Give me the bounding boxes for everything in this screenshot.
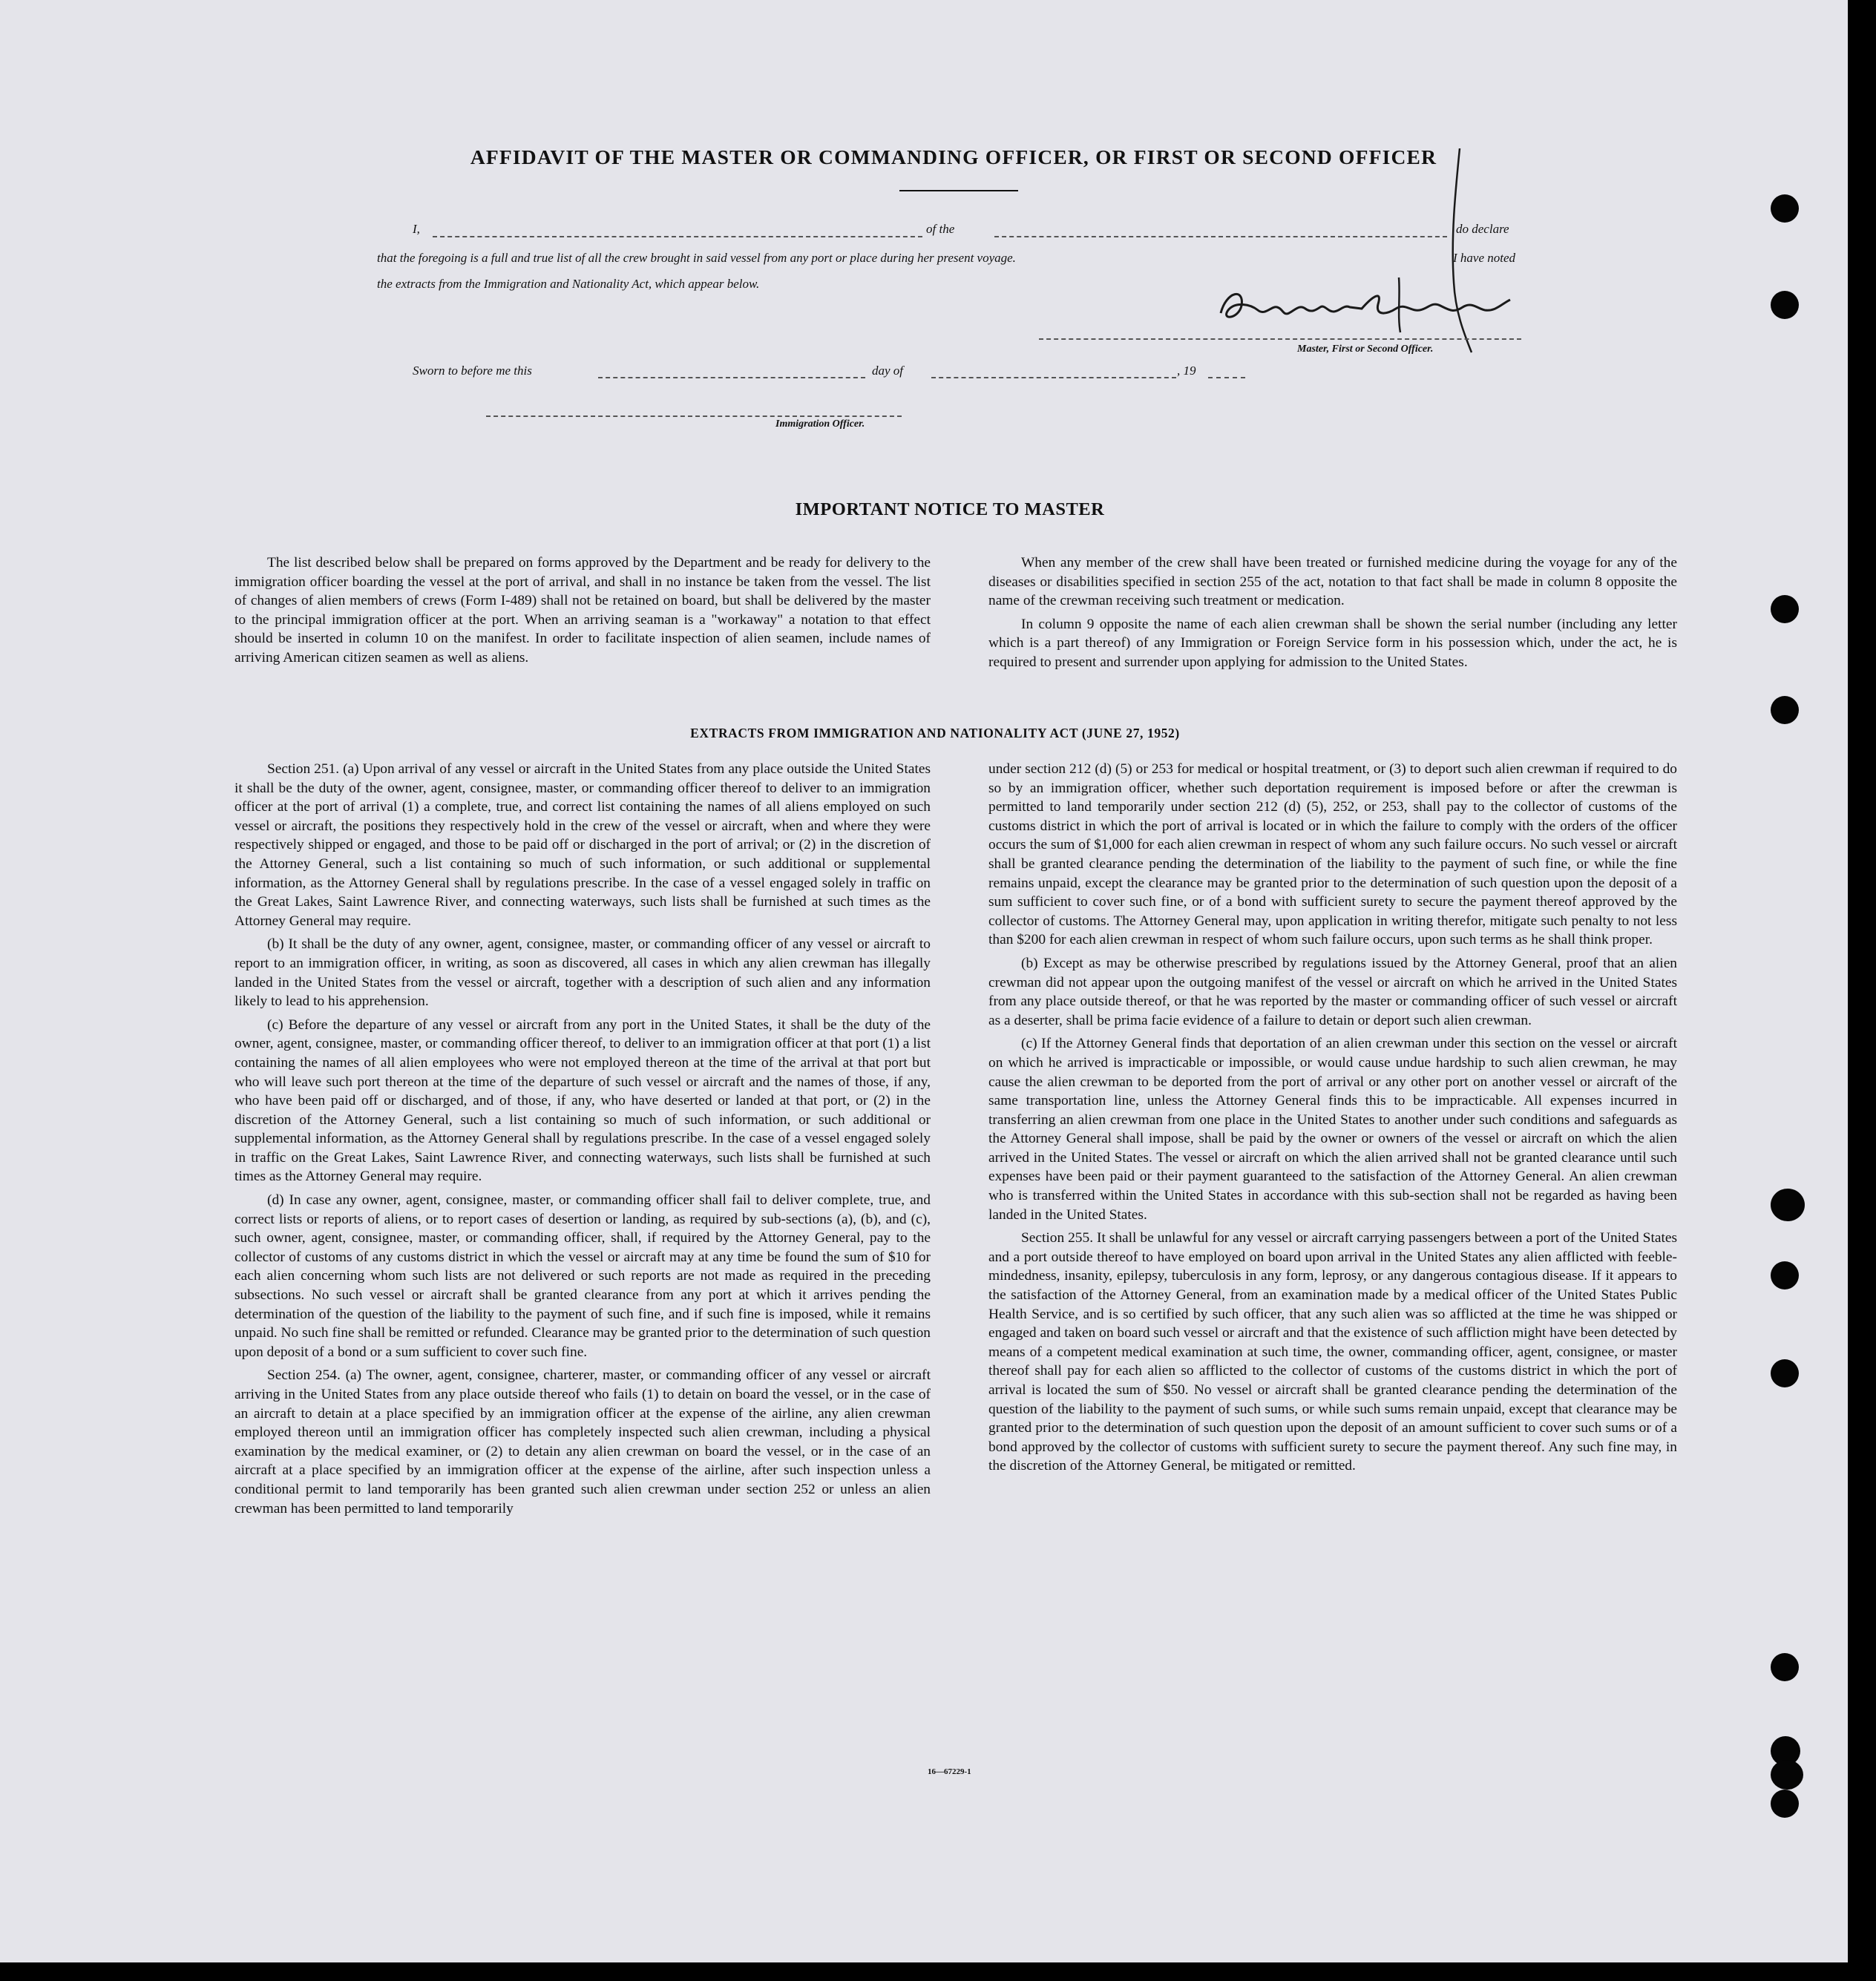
affidavit-declare-label: do declare bbox=[1456, 222, 1509, 236]
section-254c: (c) If the Attorney General finds that deportation of an alien crewman under this section on the vessel or aircraft on which he arrived is impracticable or impossible, or would cause undue hardship to such alien crewman, he may cause the alien crewman to be deported from the port of arrival or any other port on another vessel or aircraft of the same transportation line, unless the Attorney General finds this to be impracticable. All expenses incurred in transferring an alien crewman from one place in the United States to another under such conditions and safeguards as the Attorney General shall impose, shall be paid by the owner or owners of the vessel or aircraft on which the alien arrived in the United States. The vessel or aircraft on which the alien arrived shall not be granted clearance until such expenses have been paid or their payment guaranteed to the satisfaction of the Attorney General. An alien crewman who is transferred within the United States in accordance with this sub-section shall not be regarded as having been landed in the United States. bbox=[988, 1036, 1677, 1223]
section-254b: (b) Except as may be otherwise prescribed by regulations issued by the Attorney General, proof that an alien crewman did not appear upon the outgoing manifest of the vessel or aircraft on which he arrived in the United States from any place outside thereof, or that he was reported by the master or commanding officer of such vessel or aircraft as a deserter, shall be prima facie evidence of a failure to detain or deport such alien crewman. bbox=[988, 955, 1677, 1028]
binder-hole bbox=[1771, 194, 1799, 223]
section-251d: (d) In case any owner, agent, consignee, master, or commanding officer shall fail to deliver complete, true, and correct lists or reports of aliens, or to report cases of desertion or landing, as required by sub-sections (a), (b), and (c), such owner, agent, consignee, master, or commanding officer, shall, if required by the Attorney General, pay to the collector of customs of any customs district in which the vessel or aircraft may at any time be found the sum of $10 for each alien concerning whom such lists are not delivered or such reports are not made as required in the preceding subsections. No such vessel or aircraft shall be granted clearance from any port at which it arrives pending the determination of the question of the liability to the payment of such fine, and if such fine is imposed, while it remains unpaid. No such fine shall be remitted or refunded. Clearance may be granted prior to the determination of such question upon deposit of a bond or a sum sufficient to cover such fine. bbox=[234, 1192, 931, 1360]
officer-caption: Immigration Officer. bbox=[775, 418, 865, 430]
year-line bbox=[1208, 377, 1245, 378]
section-255: Section 255. It shall be unlawful for any vessel or aircraft carrying passengers between a port of the United States and a port outside thereof to have employed on board upon arrival in the United States any alien afflicted with feeble-mindedness, insanity, epilepsy, tuberculosis in any form, leprosy, or any dangerous contagious disease. If it appears to the satisfaction of the Attorney General, from an examination made by a medical officer of the United States Public Health Service, and is so certified by such officer, that any such alien was so afflicted at the time he was shipped or engaged and taken on board such vessel or aircraft and that the existence of such affliction might have been detected by means of a competent medical examination at such time, the owner, commanding officer, agent, consignee, or master thereof shall pay for each alien so afflicted to the collector of customs of the customs district in which the port of arrival is located the sum of $50. No vessel or aircraft shall be granted clearance pending the determination of the question of the liability to the payment of such sums, or while such sums remain unpaid, except that clearance may be granted prior to the determination of such question upon the deposit of an amount sufficient to cover such sums or of a bond approved by the collector of customs with sufficient surety to secure the payment thereof. Any such fine may, in the discretion of the Attorney General, be mitigated or remitted. bbox=[988, 1230, 1677, 1474]
binder-hole bbox=[1771, 595, 1799, 623]
sworn-label: Sworn to before me this bbox=[413, 364, 532, 378]
scan-border-bottom bbox=[0, 1962, 1876, 1981]
affidavit-text-line2: that the foregoing is a full and true list of all the crew brought in said vessel from any port or place during her present voyage. bbox=[377, 251, 1016, 265]
sworn-date-line bbox=[598, 377, 865, 378]
name-blank-line bbox=[433, 236, 922, 237]
vessel-blank-line bbox=[994, 236, 1447, 237]
month-line bbox=[931, 377, 1176, 378]
year-label: , 19 bbox=[1177, 364, 1196, 378]
binder-hole bbox=[1771, 1359, 1799, 1387]
notice-right-paragraph-1: When any member of the crew shall have been treated or furnished medicine during the voyage for any of the diseases or disabilities specified in section 255 of the act, notation to that fact shall be made in column 8 opposite the name of the crewman receiving such treatment or medication. bbox=[988, 555, 1677, 609]
affidavit-noted-label: I have noted bbox=[1453, 251, 1516, 265]
binder-hole bbox=[1771, 1261, 1799, 1290]
section-251b: (b) It shall be the duty of any owner, agent, consignee, master, or commanding officer of any vessel or aircraft to report to an immigration officer, in writing, as soon as discovered, all cases in which any alien crewman has illegally landed in the United States from the vessel or aircraft, together with a description of such alien and any information likely to lead to his apprehension. bbox=[234, 936, 931, 1010]
section-254a: Section 254. (a) The owner, agent, consignee, charterer, master, or commanding officer of any vessel or aircraft arriving in the United States from any place outside thereof who fails (1) to detain on board the vessel, or in the case of an aircraft to detain at a place specified by an immigration officer at the expense of the airline, any alien crewman employed thereon until an immigration officer has completely inspected such alien crewman, including a physical examination by the medical examiner, or (2) to detain any alien crewman on board the vessel, or in the case of an aircraft at a place specified by an immigration officer at the expense of the airline, after such inspection unless a conditional permit to land temporarily has been granted such alien crewman under section 252 or unless an alien crewman has been permitted to land temporarily bbox=[234, 1367, 931, 1517]
binder-hole bbox=[1771, 1790, 1799, 1818]
section-251a: Section 251. (a) Upon arrival of any vessel or aircraft in the United States from any place outside the United States it shall be the duty of the owner, agent, consignee, master, or commanding officer thereof to deliver to an immigration officer at the port of arrival (1) a complete, true, and correct list containing the names of all aliens employed on such vessel or aircraft, the positions they respectively hold in the crew of the vessel or aircraft, when and where they were respectively shipped or engaged, and those to be paid off or discharged in the port of arrival; or (2) in the discretion of the Attorney General, such a list containing so much of such information, or such additional or supplemental information, as the Attorney General shall by regulations prescribe. In the case of a vessel engaged solely in traffic on the Great Lakes, Saint Lawrence River, and connecting waterways, such lists shall be furnished at such times as the Attorney General may require. bbox=[234, 761, 931, 929]
affidavit-title: AFFIDAVIT OF THE MASTER OR COMMANDING OFFICER, OR FIRST OR SECOND OFFICER bbox=[470, 145, 1437, 168]
master-caption: Master, First or Second Officer. bbox=[1297, 344, 1434, 355]
master-signature bbox=[1206, 275, 1525, 334]
affidavit-i-label: I, bbox=[413, 222, 420, 236]
binder-hole bbox=[1771, 1653, 1799, 1681]
affidavit-text-line3: the extracts from the Immigration and Nationality Act, which appear below. bbox=[377, 277, 760, 291]
binder-hole bbox=[1771, 1760, 1803, 1790]
extracts-left-column bbox=[234, 760, 931, 1522]
section-251c: (c) Before the departure of any vessel or aircraft from any port in the United States, it shall be the duty of the owner, agent, consignee, master, or commanding officer thereof, to deliver to an immigration officer at that port (1) a list containing the names of all alien employees who were not employed thereon at the time of the arrival at that port but who will leave such port thereon at the time of the departure of such vessel or aircraft and the names of those, if any, who have been paid off or discharged, and of those, if any, who have deserted or landed at that port, or (2) in the discretion of the Attorney General, such a list containing so much of such information, or such additional or supplemental information, as the Attorney General shall by regulations prescribe. In the case of a vessel engaged solely in traffic on the Great Lakes, Saint Lawrence River, and connecting waterways, such lists shall be furnished at such times as the Attorney General may require. bbox=[234, 1016, 931, 1185]
notice-right-paragraph-2: In column 9 opposite the name of each alien crewman shall be shown the serial number (including any letter which is a part thereof) of any Immigration or Foreign Service form in his possession which, under the act, he is required to present and surrender upon applying for admission to the United States. bbox=[988, 616, 1677, 670]
notice-left-column bbox=[234, 553, 931, 672]
day-of-label: day of bbox=[872, 364, 904, 378]
binder-hole bbox=[1771, 1189, 1805, 1221]
signature-line bbox=[1039, 338, 1521, 340]
extracts-right-column bbox=[988, 760, 1677, 1480]
affidavit-of-label: of the bbox=[926, 222, 955, 236]
form-number: 16—67229-1 bbox=[928, 1767, 971, 1776]
notice-heading: IMPORTANT NOTICE TO MASTER bbox=[795, 499, 1105, 519]
extracts-heading: EXTRACTS FROM IMMIGRATION AND NATIONALITY ACT (JUNE 27, 1952) bbox=[690, 726, 1180, 740]
notice-right-column bbox=[988, 553, 1677, 677]
binder-hole bbox=[1771, 696, 1799, 724]
officer-signature-line bbox=[486, 415, 902, 417]
section-254a-continued: under section 212 (d) (5) or 253 for medical or hospital treatment, or (3) to deport such alien crewman if required to do so by an immigration officer, whether such deportation requirement is imposed before or after the crewman is permitted to land temporarily under section 212 (d) (5), 252, or 253, shall pay to the collector of customs of the customs district in which the port of arrival is located or in which the failure to comply with the orders of the officer occurs the sum of $1,000 for each alien crewman in respect of whom any such failure occurs. No such vessel or aircraft shall be granted clearance pending the determination of the liability to the payment of such fine, or while the fine remains unpaid, except the clearance may be granted prior to the determination of such question upon the deposit of a sum sufficient to cover such fine, or of a bond with sufficient surety to secure the payment thereof approved by the collector of customs. The Attorney General may, upon application in writing therefor, mitigate such penalty to not less than $200 for each alien crewman in respect of whom such failure occurs, upon such terms as he shall think proper. bbox=[988, 761, 1677, 948]
binder-hole bbox=[1771, 291, 1799, 319]
signature-stroke bbox=[1429, 148, 1473, 356]
notice-left-paragraph: The list described below shall be prepared on forms approved by the Department and be ready for delivery to the immigration officer boarding the vessel at the port of arrival, and shall in no instance be taken from the vessel. The list of changes of alien members of crews (Form I-489) shall not be retained on board, but shall be delivered by the master to the principal immigration officer at the port. When an arriving seaman is a "workaway" a notation to that effect should be inserted in column 10 on the manifest. In order to facilitate inspection of alien seamen, include names of arriving American citizen seamen as well as aliens. bbox=[234, 555, 931, 666]
title-rule bbox=[899, 190, 1018, 191]
scan-border-right bbox=[1848, 0, 1876, 1981]
